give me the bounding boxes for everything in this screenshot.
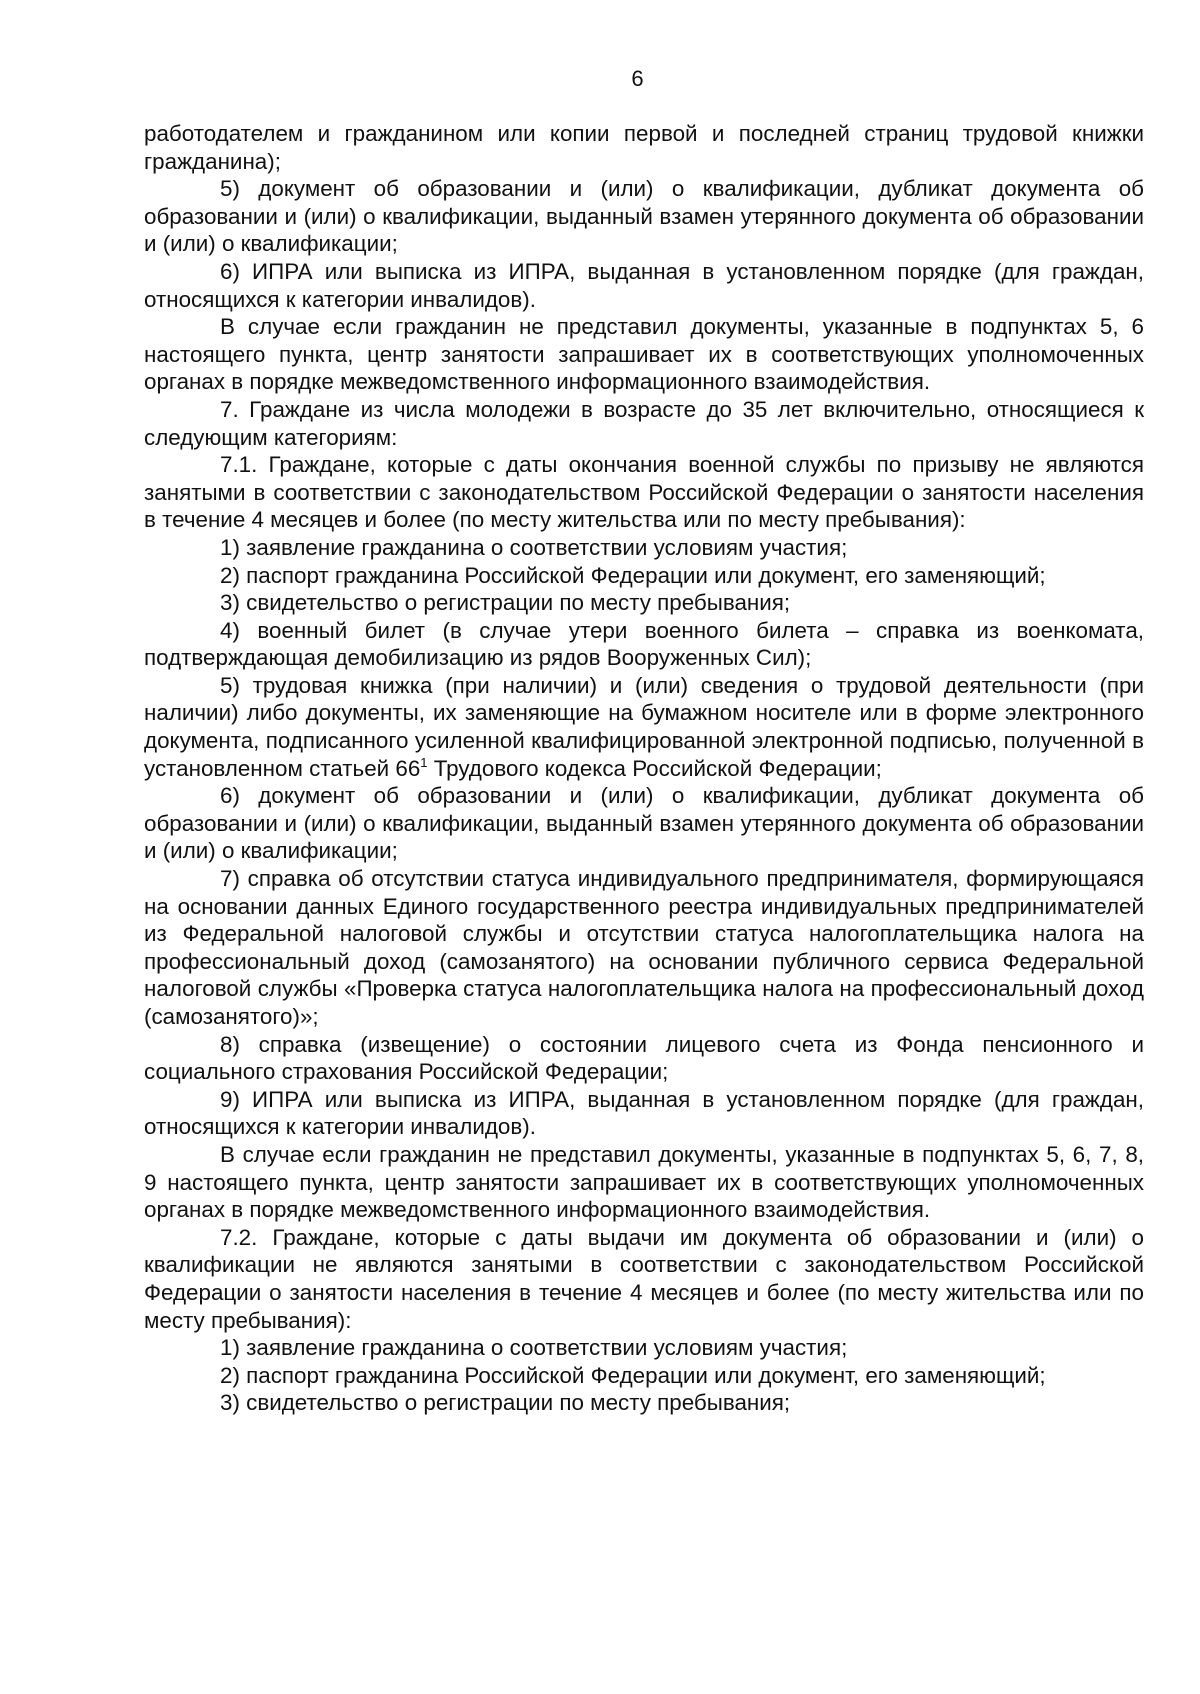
paragraph: 6) ИПРА или выписка из ИПРА, выданная в установленном порядке (для граждан, относящихся к категории инвалидов). (144, 258, 1144, 312)
list-item: 2) паспорт гражданина Российской Федерации или документ, его заменяющий; (220, 1362, 1046, 1388)
superscript: 1 (420, 754, 428, 770)
paragraph: В случае если гражданин не представил документы, указанные в подпунктах 5, 6 настоящего пункта, центр занятости запрашивает их в соответствующих уполномоченных органах в порядке межведомственного информационного взаимодействия. (144, 314, 1144, 395)
paragraph-text: Трудового кодекса Российской Федерации; (427, 755, 882, 781)
list-item (144, 672, 1144, 782)
paragraph: 5) документ об образовании и (или) о квалификации, дубликат документа об образовании и (или) о квалификации, выданный взамен утерянного документа об образовании и (или) о квалификации; (144, 176, 1144, 257)
paragraph-text: 5) трудовая книжка (при наличии) и (или) сведения о трудовой деятельности (при наличии) либо документы, их заменяющие на бумажном носителе или в форме электронного документа, подписанного усиленной квалифицированной электронной подписью, полученной в установленном статьей 66 (144, 672, 1144, 781)
list-item: 4) военный билет (в случае утери военного билета – справка из военкомата, подтверждающая демобилизацию из рядов Вооруженных Сил); (144, 617, 1144, 671)
paragraph: 7.2. Граждане, которые с даты выдачи им документа об образовании и (или) о квалификации не являются занятыми в соответствии с законодательством Российской Федерации о занятости населения в течение 4 месяцев и более (по месту жительства или по месту пребывания): (144, 1224, 1144, 1333)
document-body (144, 120, 1144, 1417)
list-item: 7) справка об отсутствии статуса индивидуального предпринимателя, формирующаяся на основании данных Единого государственного реестра индивидуальных предпринимателей из Федеральной налоговой службы и отсутствии статуса налогоплательщика налога на профессиональный доход (самозанятого) на основании публичного сервиса Федеральной налоговой службы «Проверка статуса налогоплательщика налога на профессиональный доход (самозанятого)»; (144, 866, 1144, 1029)
paragraph: 7.1. Граждане, которые с даты окончания военной службы по призыву не являются занятыми в соответствии с законодательством Российской Федерации о занятости населения в течение 4 месяцев и более (по месту жительства или по месту пребывания): (144, 452, 1144, 533)
list-item: 8) справка (извещение) о состоянии лицевого счета из Фонда пенсионного и социального страхования Российской Федерации; (144, 1031, 1144, 1085)
list-item: 1) заявление гражданина о соответствии условиям участия; (220, 1335, 848, 1361)
paragraph: 7. Граждане из числа молодежи в возрасте до 35 лет включительно, относящиеся к следующим категориям: (144, 396, 1144, 450)
list-item: 9) ИПРА или выписка из ИПРА, выданная в установленном порядке (для граждан, относящихся к категории инвалидов). (144, 1086, 1144, 1140)
page-number: 6 (631, 66, 644, 91)
list-item: 6) документ об образовании и (или) о квалификации, дубликат документа об образовании и (или) о квалификации, выданный взамен утерянного документа об образовании и (или) о квалификации; (144, 783, 1144, 864)
list-item: 2) паспорт гражданина Российской Федерации или документ, его заменяющий; (220, 562, 1046, 588)
list-item: 1) заявление гражданина о соответствии условиям участия; (220, 534, 848, 560)
paragraph: В случае если гражданин не представил документы, указанные в подпунктах 5, 6, 7, 8, 9 настоящего пункта, центр занятости запрашивает их в соответствующих уполномоченных органах в порядке межведомственного информационного взаимодействия. (144, 1141, 1144, 1223)
list-item: 3) свидетельство о регистрации по месту пребывания; (220, 590, 791, 616)
list-item: 3) свидетельство о регистрации по месту пребывания; (220, 1390, 791, 1416)
paragraph-continuation: работодателем и гражданином или копии первой и последней страниц трудовой книжки гражданина); (144, 121, 1144, 174)
